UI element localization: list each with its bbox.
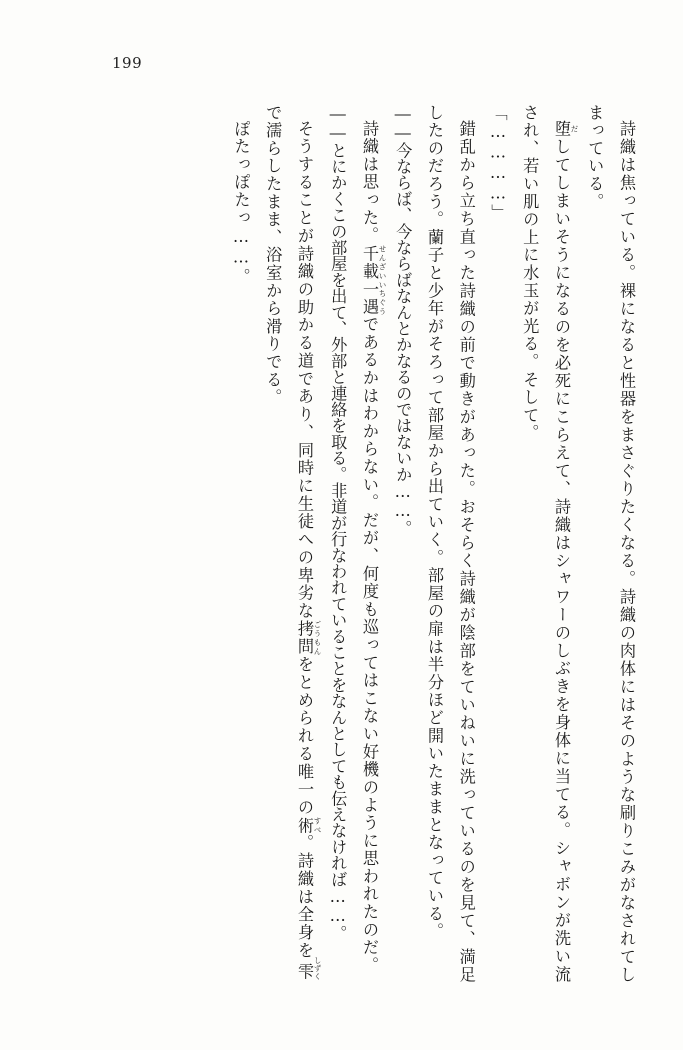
ruby-sube: 術 すべ bbox=[295, 816, 322, 835]
page-body-text bbox=[82, 104, 642, 984]
paragraph-4: 錯乱から立ち直った詩織の前で動きがあった。おそらく詩織が陰部をていねいに洗っているのを見て、満足したのだろう。蘭子と少年がそろって部屋から出ていく。部屋の扉は半分ほど開いたままとなっている。 bbox=[425, 104, 476, 984]
ruby-da: 堕 だ bbox=[552, 120, 579, 139]
ruby-shizuku: 雫 しずく bbox=[295, 956, 322, 981]
paragraph-5: ――今ならば、今ならばなんとかなるのではないか……。 bbox=[393, 104, 413, 537]
ruby-goumon: 拷問 ごうもん bbox=[295, 620, 322, 657]
paragraph-8: そうすることが詩織の助かる道であり、同時に生徒への卑劣な拷問 ごうもんをとめられる唯一の術 すべ。詩織は全身を雫 しずくで濡らしたまま、浴室から滑りでる。 bbox=[263, 104, 322, 981]
paragraph-7: ――とにかくこの部屋を出て、外部と連絡を取る。非道が行なわれていることをなんとしても伝えなければ……。 bbox=[328, 104, 348, 942]
paragraph-2: 堕 だしてしまいそうになるのを必死にこらえて、詩織はシャワーのしぶきを身体に当てる。シャボンが洗い流され、若い肌の上に水玉が光る。そして。 bbox=[520, 104, 579, 984]
paragraph-6: 詩織は思った。千載一遇 せんざいいちぐうであるかはわからない。だが、何度も巡ってはこない好機のように思われたのだ。 bbox=[360, 120, 387, 975]
ruby-senzaiichiguu: 千載一遇 せんざいいちぐう bbox=[360, 244, 387, 316]
paragraph-3: 「…………」 bbox=[488, 104, 508, 222]
paragraph-1: 詩織は焦っている。裸になると性器をまさぐりたくなる。詩織の肉体にはそのような刷りこみがなされてしまっている。 bbox=[585, 104, 636, 984]
paragraph-9: ぽたっぽたっ……。 bbox=[231, 120, 251, 286]
page-number: 199 bbox=[112, 54, 143, 72]
